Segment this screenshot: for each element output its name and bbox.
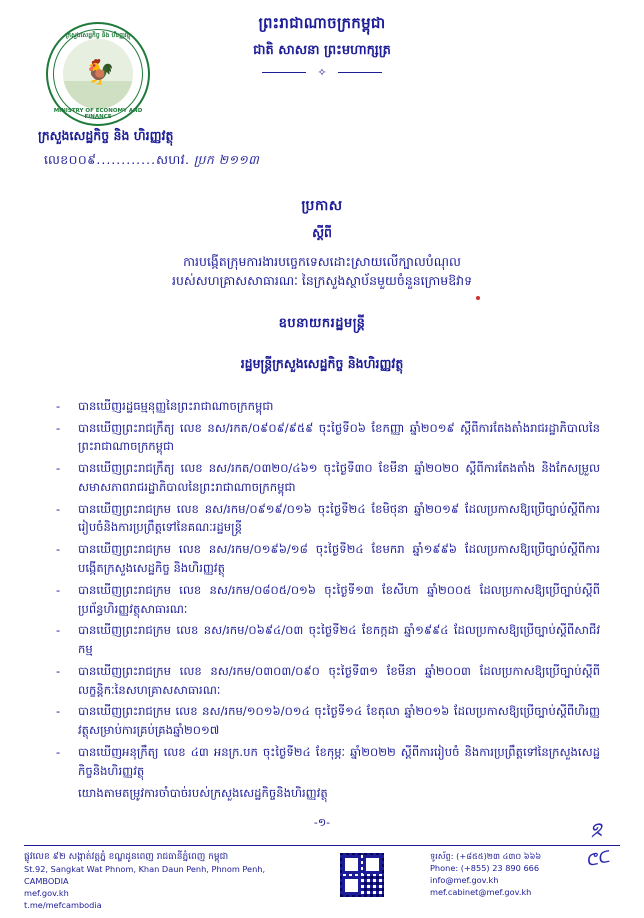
clause-item — [56, 662, 600, 700]
clause-bullet: - — [56, 501, 61, 516]
red-mark — [476, 296, 480, 300]
ref-date: ២១១៣ — [218, 152, 260, 167]
ministry-name: ក្រសួងសេដ្ឋកិច្ច និង ហិរញ្ញវត្ថុ — [38, 128, 174, 143]
issuer-ministry: រដ្ឋមន្ត្រីក្រសួងសេដ្ឋកិច្ច និងហិរញ្ញវត្ថុ — [240, 355, 404, 371]
document-type: ប្រកាស — [301, 198, 343, 214]
clause-bullet: - — [56, 623, 61, 638]
page-number: -១- — [313, 816, 331, 830]
footer-divider — [24, 845, 620, 846]
document-topic — [0, 252, 644, 291]
ref-suffix: សហវ. — [156, 152, 190, 167]
clause-text: បានឃើញអនុក្រឹត្យ លេខ ៤៣ អនក្រ.បក ចុះថ្ងៃទី២៤ ខែកុម្ភៈ ឆ្នាំ២០២២ ស្តីពីការរៀបចំ និងការប្រព្រឹត្តទៅនៃក្រសួងសេដ្ឋកិច្ចនិងហិរញ្ញវត្ថុ — [78, 745, 600, 778]
document-footer — [0, 845, 644, 912]
clause-text: បានឃើញព្រះរាជក្រម លេខ នស/រកម/០៦៩៤/០៣ ចុះថ្ងៃទី២៤ ខែកក្កដា ឆ្នាំ១៩៩៤ ដែលប្រកាសឱ្យប្រើច្បាប់ស្តីពីសាជីវកម្ម — [78, 623, 600, 657]
clause-text: បានឃើញព្រះរាជក្រម លេខ នស/រកម/០១៩៦/១៨ ចុះថ្ងៃទី២៤ ខែមករា ឆ្នាំ១៩៩៦ ដែលប្រកាសឱ្យប្រើច្បាប់ស្តីពីការបង្កើតក្រសួងសេដ្ឋកិច្ច និងហិរញ្ញវត្ថុ — [78, 542, 600, 575]
clause-text: បានឃើញព្រះរាជក្រម លេខ នស/រកម/០៨០៥/០១៦ ចុះថ្ងៃទី១៣ ខែសីហា ឆ្នាំ២០០៥ ដែលប្រកាសឱ្យប្រើច្បាប់ស្តីពីប្រព័ន្ធហិរញ្ញវត្ថុសាធារណៈ — [78, 582, 600, 616]
ref-label: លេខ — [44, 152, 69, 167]
clause-item — [56, 743, 600, 781]
clause-text: បានឃើញព្រះរាជក្រឹត្យ លេខ នស/រកត/០៩០៩/៩៥៩ ចុះថ្ងៃទី០៦ ខែកញ្ញា ឆ្នាំ២០១៩ ស្តីពីការតែងតាំងរាជរដ្ឋាភិបាលនៃព្រះរាជាណាចក្រកម្ពុជា — [78, 420, 600, 454]
clause-item — [56, 784, 600, 803]
footer-phone-en: Phone: (+855) 23 890 666 — [430, 863, 540, 874]
ornament-glyph: ✧ — [317, 66, 327, 79]
footer-contact-block — [430, 851, 620, 899]
clause-item — [56, 419, 600, 457]
clause-text: បានឃើញព្រះរាជក្រម លេខ នស/រកម/០៣០៣/០៩០ ចុះថ្ងៃទី៣១ ខែមីនា ឆ្នាំ២០០៣ ដែលប្រកាសឱ្យប្រើច្បាប់ស្តីពីលក្ខន្តិកៈនៃសហគ្រាសសាធារណៈ — [78, 663, 600, 697]
kingdom-title: ព្រះរាជាណាចក្រកម្ពុជា — [258, 14, 386, 32]
clause-item — [56, 397, 600, 416]
qr-code-icon[interactable] — [340, 853, 384, 897]
clause-bullet: - — [56, 745, 61, 760]
document-header — [0, 0, 644, 190]
emblem-bottom-text: MINISTRY OF ECONOMY AND FINANCE — [53, 108, 143, 120]
footer-qr-block — [302, 851, 422, 897]
ministry-emblem-icon — [46, 22, 154, 130]
clause-item — [56, 459, 600, 497]
signature-mark-1: ᘝ — [588, 820, 604, 843]
clause-bullet: - — [56, 704, 61, 719]
issuer-role: ឧបនាយករដ្ឋមន្ត្រី — [278, 315, 366, 331]
ornament-divider — [262, 68, 382, 78]
clause-text: យោងតាមតម្រូវការចាំបាច់របស់ក្រសួងសេដ្ឋកិច្ចនិងហិរញ្ញវត្ថុ — [78, 785, 328, 800]
national-motto: ជាតិ សាសនា ព្រះមហាក្សត្រ — [253, 43, 391, 58]
emblem-top-text: ក្រសួងសេដ្ឋកិច្ច និង ហិរញ្ញវត្ថុ — [65, 32, 131, 39]
signature-mark-2: ᕦᑕ — [584, 846, 612, 871]
footer-address-kh: ផ្លូវលេខ ៩២ សង្កាត់វត្តភ្នំ ខណ្ឌដូនពេញ រាជធានីភ្នំពេញ កម្ពុជា — [24, 852, 229, 863]
clause-text: បានឃើញរដ្ឋធម្មនុញ្ញនៃព្រះរាជាណាចក្រកម្ពុជា — [78, 398, 274, 413]
footer-telegram[interactable]: t.me/mefcambodia — [24, 900, 102, 911]
clause-bullet: - — [56, 542, 61, 557]
clause-bullet: - — [56, 461, 61, 476]
clause-text: បានឃើញព្រះរាជក្រឹត្យ លេខ នស/រកត/០៣២០/៤៦១ ចុះថ្ងៃទី៣០ ខែមីនា ឆ្នាំ២០២០ ស្តីពីការតែងតាំង និងកែសម្រួលសមាសភាពរាជរដ្ឋាភិបាលនៃព្រះរាជាណាចក្រកម្ពុជា — [78, 461, 600, 494]
footer-phone-kh: ទូរស័ព្ទ: (+៨៥៥)២៣ ៤៣០ ៦៦៦ — [430, 851, 542, 862]
footer-website[interactable]: mef.gov.kh — [24, 888, 69, 899]
clause-bullet: - — [56, 582, 61, 597]
ref-number: ០០៩ — [68, 152, 97, 167]
document-topic-line1: ការបង្កើតក្រុមការងារបច្ចេកទេសដោះស្រាយលើក្បាលបំណុល — [183, 254, 461, 269]
clause-item — [56, 702, 600, 740]
clause-bullet: - — [56, 398, 61, 413]
footer-email-info[interactable]: info@mef.gov.kh — [430, 875, 499, 886]
ref-handwritten: ប្រក — [193, 152, 215, 167]
clause-text: បានឃើញព្រះរាជក្រម លេខ នស/រកម/០៩១៩/០១៦ ចុះថ្ងៃទី២៤ ខែមិថុនា ឆ្នាំ២០១៩ ដែលប្រកាសឱ្យប្រើច្បាប់ស្តីពីការរៀបចំនិងការប្រព្រឹត្តទៅនៃគណៈរដ្ឋមន្ត្រី — [78, 501, 600, 535]
title-block — [0, 196, 644, 375]
reference-line — [44, 152, 259, 171]
footer-email-cabinet[interactable]: mef.cabinet@mef.gov.kh — [430, 887, 532, 898]
ref-dots: ............ — [96, 152, 157, 167]
document-topic-line2: របស់សហគ្រាសសាធារណៈ នៃក្រសួងស្ថាប័នមួយចំនួនក្រោមឱវាទ — [171, 273, 473, 289]
clause-item — [56, 621, 600, 659]
clause-item — [56, 500, 600, 538]
document-subtitle: ស្តីពី — [312, 225, 332, 240]
clause-bullet: - — [56, 420, 61, 435]
clause-bullet: - — [56, 663, 61, 678]
bird-icon: 🐓 — [85, 58, 115, 86]
clause-text: បានឃើញព្រះរាជក្រម លេខ នស/រកម/១០១៦/០១៤ ចុះថ្ងៃទី១៤ ខែតុលា ឆ្នាំ២០១៦ ដែលប្រកាសឱ្យប្រើច្បាប់ស្តីពីហិរញ្ញវត្ថុសម្រាប់ការគ្រប់គ្រងឆ្នាំ២០១៧ — [78, 704, 600, 738]
clause-item — [56, 581, 600, 619]
clause-list — [0, 397, 644, 803]
footer-address-block — [24, 851, 294, 912]
footer-address-en: St.92, Sangkat Wat Phnom, Khan Daun Penh, Phnom Penh, CAMBODIA — [24, 864, 266, 887]
clause-item — [56, 540, 600, 578]
